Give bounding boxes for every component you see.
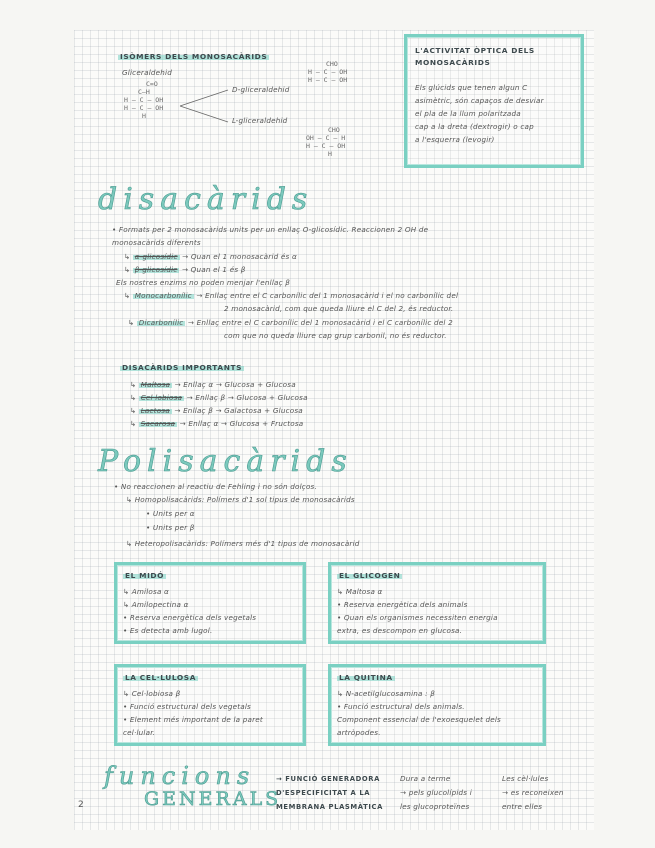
functions-col-3: Les cèl·lules → es reconeixen entre elles	[502, 774, 564, 811]
optical-activity-title: L'ACTIVITAT ÒPTICA DELS MONOSACÀRIDS	[415, 46, 535, 67]
dicarbonyl-row: ↳ Dicarbonílic → Enllaç entre el C carbonílic del 1 monosacàrid i el C carbonílic del 2	[128, 318, 453, 327]
l-glyceraldehyde-label: L-gliceraldehid	[232, 116, 288, 125]
optical-activity-text: Els glúcids que tenen algun C asimètric, són capaços de desviar el pla de la llum polaritzada cap a la dreta (dextrogir) o cap a l'esquerra (levogir)	[415, 83, 544, 144]
poly-line-3: • Units per α	[146, 509, 195, 518]
starch-title: EL MIDÓ	[125, 571, 165, 580]
glycogen-box: EL GLICOGEN ↳ Maltosa α • Reserva energètica dels animals • Quan els organismes necessiten energia extra, es descompon en glucosa.	[328, 562, 546, 644]
chitin-box: LA QUITINA ↳ N-acetilglucosamina : β • Funció estructural dels animals. Component essencial de l'exoesquelet dels artròpodes.	[328, 664, 546, 746]
disaccharides-intro: • Formats per 2 monosacàrids units per un enllaç O-glicosídic. Reaccionen 2 OH de monosacàrids diferents	[112, 225, 429, 247]
list-item: ↳ Sacarosa → Enllaç α → Glucosa + Fructosa	[130, 419, 304, 428]
cellulose-title: LA CEL·LULOSA	[125, 673, 197, 682]
cellulose-box: LA CEL·LULOSA ↳ Cel·lobiosa β • Funció estructural dels vegetals • Element més important de la paret cel·lular.	[114, 664, 306, 746]
monocarbonyl-row-2: 2 monosacàrid, com que queda lliure el C del 2, és reductor.	[224, 304, 454, 313]
beta-bond-row: ↳ β-glicosídic → Quan el 1 és β	[124, 265, 246, 274]
poly-line-1: • No reaccionen al reactiu de Fehling i no són dolços.	[114, 482, 317, 491]
list-item: ↳ Cel·lobiosa → Enllaç β → Glucosa + Glucosa	[130, 393, 308, 402]
structure-left: C=O C–H H – C – OH H – C – OH H	[124, 80, 164, 120]
poly-line-4: • Units per β	[146, 523, 195, 532]
functions-col-1: → FUNCIÓ GENERADORA D'ESPECIFICITAT A LA MEMBRANA PLASMÀTICA	[276, 775, 383, 811]
disaccharides-title: disacàrids	[98, 182, 314, 217]
list-item: ↳ Lactosa → Enllaç β → Galactosa + Glucosa	[130, 406, 303, 415]
isomers-title: ISÒMERS DELS MONOSACÀRIDS	[120, 52, 268, 61]
alpha-bond-row: ↳ α-glicosídic → Quan el 1 monosacàrid és α	[124, 252, 297, 261]
important-disaccharides-list	[130, 378, 308, 430]
enzymes-note: Els nostres enzims no poden menjar l'enllaç β	[116, 278, 291, 287]
list-item: ↳ Maltosa → Enllaç α → Glucosa + Glucosa	[130, 380, 296, 389]
glyceraldehyde-label: Gliceraldehid	[122, 68, 172, 77]
monocarbonyl-row: ↳ Monocarbonílic → Enllaç entre el C carbonílic del 1 monosacàrid i el no carbonílic del	[124, 291, 459, 300]
functions-col-2: Dura a terme → pels glucolípids i les glucoproteïnes	[400, 774, 472, 811]
glycogen-title: EL GLICOGEN	[339, 571, 401, 580]
structure-right-top: CHO H – C – OH H – C – OH	[308, 60, 348, 84]
functions-title: funcions	[104, 762, 256, 790]
chitin-title: LA QUITINA	[339, 673, 393, 682]
branch-arrows	[178, 86, 232, 126]
functions-subtitle: GENERALS	[144, 788, 282, 810]
structure-right-bottom: CHO OH – C – H H – C – OH H	[306, 126, 346, 158]
polysaccharides-title: Polisacàrids	[98, 444, 353, 479]
poly-line-5: ↳ Heteropolisacàrids: Polímers més d'1 tipus de monosacàrid	[126, 539, 360, 548]
optical-activity-box	[404, 34, 584, 168]
dicarbonyl-row-2: com que no queda lliure cap grup carbonil, no és reductor.	[224, 331, 447, 340]
starch-box: EL MIDÓ ↳ Amilosa α ↳ Amilopectina α • Reserva energètica dels vegetals • Es detecta amb lugol.	[114, 562, 306, 644]
important-disaccharides-title: DISACÀRIDS IMPORTANTS	[122, 363, 243, 372]
page-number: 2	[78, 800, 84, 810]
poly-line-2: ↳ Homopolisacàrids: Polímers d'1 sol tipus de monosacàrids	[126, 495, 355, 504]
d-glyceraldehyde-label: D-gliceraldehid	[232, 85, 290, 94]
notebook-page	[74, 30, 594, 830]
